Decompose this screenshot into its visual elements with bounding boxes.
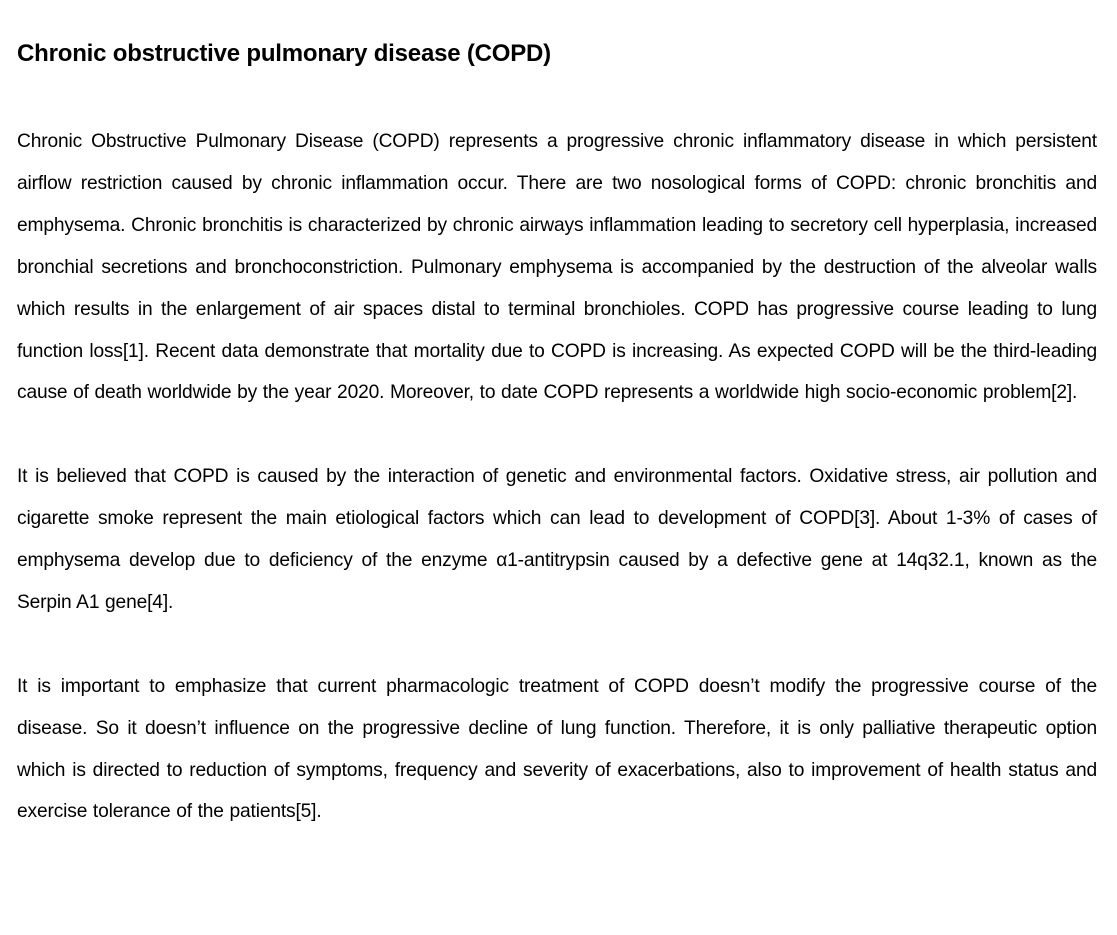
paragraph-treatment: It is important to emphasize that current pharmacologic treatment of COPD doesn’t modify the progressive course of the disease. So it doesn’t influence on the progressive decline of lung function. Therefore, it is only palliative therapeutic option which is directed to reduction of symptoms, frequency and severity of exacerbations, also to improvement of health status and exercise tolerance of the patients[5]. (17, 675, 1097, 823)
document-body (17, 34, 1097, 875)
document-title: Chronic obstructive pulmonary disease (COPD) (17, 40, 551, 67)
paragraph-etiology: It is believed that COPD is caused by the interaction of genetic and environmental factors. Oxidative stress, air pollution and cigarette smoke represent the main etiological factors which can lead to development of COPD[3]. About 1-3% of cases of emphysema develop due to deficiency of the enzyme α1-antitrypsin caused by a defective gene at 14q32.1, known as the Serpin A1 gene[4]. (17, 466, 1097, 613)
paragraph-intro: Chronic Obstructive Pulmonary Disease (COPD) represents a progressive chronic inflammatory disease in which persistent airflow restriction caused by chronic inflammation occur. There are two nosological forms of COPD: chronic bronchitis and emphysema. Chronic bronchitis is characterized by chronic airways inflammation leading to secretory cell hyperplasia, increased bronchial secretions and bronchoconstriction. Pulmonary emphysema is accompanied by the destruction of the alveolar walls which results in the enlargement of air spaces distal to terminal bronchioles. COPD has progressive course leading to lung function loss[1]. Recent data demonstrate that mortality due to COPD is increasing. As expected COPD will be the third-leading cause of death worldwide by the year 2020. Moreover, to date COPD represents a worldwide high socio-economic problem[2]. (17, 131, 1097, 404)
